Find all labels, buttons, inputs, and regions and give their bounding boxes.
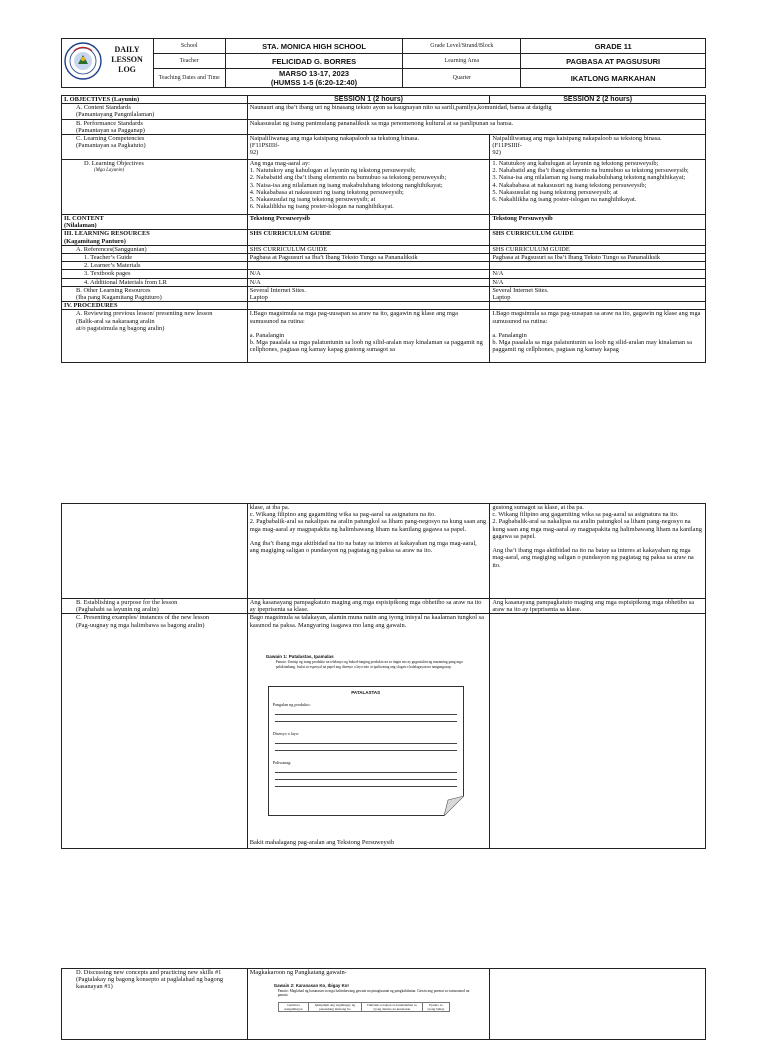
content-standards-label: A. Content Standards (Pamantayang Pangnilalaman) (62, 104, 248, 119)
area-label: Learning Area (403, 54, 521, 69)
review-s2: I.Bago magsimula sa mga pag-uusapan sa araw na ito, gagawin ng klase ang mga sumusunod na rutina: a. Panalangin b. Mga paaalala sa mga palatuntunin sa loob ng silid-aralan may kinalaman sa paggamit ng cellphones, pagtaas ng kamay kapag (490, 310, 706, 363)
procedures-heading: IV. PROCEDURES (62, 302, 248, 310)
examples-s2 (490, 614, 706, 849)
learning-objectives-title: D. Learning Objectives (84, 160, 144, 168)
competencies-label: C. Learning Competencies (Pamantayan sa Pagkatuto) (62, 135, 248, 160)
teacher-label: Teacher (153, 54, 225, 69)
dll-table-part1 (61, 95, 706, 363)
review-s1-cont: klase, at iba pa. c. Wikang filipino ang gagamiting wika sa pag-aaral sa asignatura na ito. 2. Pagbabalik-aral sa nakalipas na aralin patungkol sa liham pang-negosyo na kung saan ang mga mag-aaral ay magpapakita ng halimbawang liham na kanilang gagawa sa papel. Ang iba’t ibang mga aktibidad na ito na batay sa interes at kakayahan ng mga mag-aaral, ang magiging saligan o pundasyon ng pagtatag ng paksa sa araw na ito. (247, 504, 490, 599)
resources-heading: III. LEARNING RESOURCES (Kagamitang Panturo) (62, 230, 248, 245)
form-line (275, 744, 457, 751)
dates-line1: MARSO 13-17, 2023 (279, 69, 350, 78)
form-line (275, 715, 457, 722)
session1-heading: SESSION 1 (2 hours) (247, 96, 490, 104)
procedures-s1 (247, 302, 490, 310)
dll-table-part2 (61, 503, 706, 849)
form-field-product: Pangalan ng produkto: (272, 701, 311, 707)
gawain2-desc: Panuto: Maglahad ng karanasan sa mga halimbawang gawain na pinagtuunan ng pangkalahatan. Gawin ang pormat sa sumusunod na panuto. (277, 989, 470, 998)
deped-seal-icon (64, 42, 102, 80)
examples-s1 (247, 614, 490, 849)
resources-s1: SHS CURRICULUM GUIDE (247, 230, 490, 245)
form-line (275, 766, 457, 773)
examples-s1-end: Bakit mahalagang pag-aralan ang Tekstong Persuweysib (249, 839, 395, 847)
procedures-s2 (490, 302, 706, 310)
performance-standards-label: B. Performance Standards (Pamantayan sa Pagganap) (62, 119, 248, 134)
gawain1-image (266, 654, 476, 834)
grade-label: Grade Level/Strand/Block (403, 39, 521, 54)
header-table (61, 38, 706, 88)
learners-materials-s1 (247, 262, 490, 270)
title-line1: DAILY (114, 45, 140, 54)
teachers-guide-label: 1. Teacher’s Guide (62, 254, 248, 262)
competencies-s2: Naipaliliwanag ang mga kaisipang nakapaloob sa tekstong binasa. (F11PSIIIf- 92) (490, 135, 706, 160)
gawain2-table (278, 1002, 450, 1012)
quarter-label: Quarter (403, 69, 521, 88)
learning-objectives-label (62, 160, 248, 215)
gawain2-image (274, 983, 484, 1012)
school-label: School (153, 39, 225, 54)
references-s2: SHS CURRICULUM GUIDE (490, 245, 706, 253)
other-resources-s2: Several Internet Sites. Laptop (490, 286, 706, 301)
gawain2-col1: Gamit na nangahikayat (278, 1002, 309, 1011)
title-cell (62, 39, 154, 88)
learning-objectives-s1: Ang mga mag-aaral ay: 1. Natutukoy ang kahulugan at layunin ng tekstong persuweysib; 2. Nababatid ang iba’t ibang elemento na bumubuo sa tekstong persuweysib; 3. Naisa-isa ang nilalaman ng isang makabuluhang tekstong nanghihikayat; 4. Nakababasa at nakasusuri ng isang tekstong persuweysib; 5. Nakasusulat ng isang tekstong persuweysib; at 6. Nakalilikha ng isang poster-islogan na nanghihikayat. (247, 160, 490, 215)
teachers-guide-s1: Pagbasa at Pagsusuri sa Iba’t Ibang Teksto Tungo sa Pananaliksik (247, 254, 490, 262)
examples-s1-text: Bago magsimula sa talakayan, alamin muna natin ang iyong inisyal na kaalaman tungkol sa kasunod na paksa. Mangyaring isagawa mo lang ang gawain. (249, 614, 484, 629)
school-value: STA. MONICA HIGH SCHOOL (225, 39, 403, 54)
learners-materials-label: 2. Learner’s Materials (62, 262, 248, 270)
dates-value (225, 69, 403, 88)
title-line2: LESSON (111, 55, 143, 64)
content-standards-value: Naunauri ang iba’t ibang uri ng binasang teksto ayon sa kaugnayan nito sa sarili,pamilya,komunidad, bansa at daigdig (247, 104, 705, 119)
form-line (275, 773, 457, 780)
review-label-cont (62, 504, 248, 599)
form-field-explanation: Paliwanag: (272, 760, 292, 766)
additional-materials-label: 4. Additional Materials from LR (62, 278, 248, 286)
gawain1-title: Gawain 1: Patalastas, Ipamalas (265, 654, 334, 660)
teacher-value: FELICIDAD G. BORRES (225, 54, 403, 69)
content-s2: Tekstong Persuweysib (490, 215, 706, 230)
references-label: A. References(Sanggunian) (62, 245, 248, 253)
dates-label: Teaching Dates and Time (153, 69, 225, 88)
discussing-s2 (490, 969, 706, 1040)
competencies-s1: Naipaliliwanag ang mga kaisipang nakapaloob sa tekstong binasa. (F11PSIIIf- 92) (247, 135, 490, 160)
purpose-label: B. Establishing a purpose for the lesson (Paghahabi sa layunin ng aralin) (62, 599, 248, 614)
textbook-s2: N/A (490, 270, 706, 278)
area-value: PAGBASA AT PAGSUSURI (521, 54, 706, 69)
form-field-design: Disenyo o layo: (272, 730, 300, 736)
performance-standards-value: Nakasusulat ng isang panimulang pananaliksik sa mga penomenong kultural at sa panlipunan sa bansa. (247, 119, 705, 134)
teachers-guide-s2: Pagbasa at Pagsusuri sa Iba’t Ibang Teksto Tungo sa Pananaliksik (490, 254, 706, 262)
discussing-label: D. Discussing new concepts and practicing new skills #1 (Pagtalakay ng bagong konsepto at paglalahad ng bagong kasanayan #1) (62, 969, 248, 1040)
purpose-s2: Ang kasanayang pampagkatuto maging ang mga espisipikong mga obhetibo sa araw na ito ay ipeprisenta sa klase. (490, 599, 706, 614)
additional-materials-s2: N/A (490, 278, 706, 286)
dates-line2: (HUMSS 1-5 (6:20-12:40) (270, 78, 358, 87)
references-s1: SHS CURRICULUM GUIDE (247, 245, 490, 253)
gawain2-col3: Tumatak sa isipan at naramdaman sa iyong dantaw na karanasan (361, 1002, 423, 1011)
purpose-s1: Ang kasanayang pampagkatuto maging ang mga espisipikong mga obhetibo sa araw na ito ay ipeprisenta sa klase. (247, 599, 490, 614)
gawain2-col2: Ipinipilipit ang nagbibigay ng panandang tekstong ito (309, 1002, 361, 1011)
textbook-s1: N/A (247, 270, 490, 278)
grade-value: GRADE 11 (521, 39, 706, 54)
review-s1: I.Bago magsimula sa mga pag-uusapan sa araw na ito, gagawin ng klase ang mga sumusunod na rutina: a. Panalangin b. Mga paaalala sa mga palatuntunin sa loob ng silid-aralan may kinalaman sa paggamit ng cellphones, pagtaas ng kamay kapag gustong sumagot sa (247, 310, 490, 363)
form-line (275, 708, 457, 715)
review-label: A. Reviewing previous lesson/ presenting new lesson (Balik-aral sa nakaraang aralin at/o pagsisimula ng bagong aralin) (62, 310, 248, 363)
session2-heading: SESSION 2 (2 hours) (490, 96, 706, 104)
content-s1: Tekstong Persuweysib (247, 215, 490, 230)
patalastas-form (268, 686, 464, 816)
resources-s2: SHS CURRICULUM GUIDE (490, 230, 706, 245)
discussing-s1 (247, 969, 490, 1040)
patalastas-form-title: PATALASTAS (351, 690, 381, 696)
objectives-heading: I. OBJECTIVES (Layunin) (62, 96, 248, 104)
textbook-label: 3. Textbook pages (62, 270, 248, 278)
learners-materials-s2 (490, 262, 706, 270)
page-curl-icon (444, 796, 464, 816)
gawain2-title: Gawain 2: Karanasan Ko, Ibigay Ko! (273, 983, 349, 988)
title-line3: LOG (118, 65, 136, 74)
other-resources-label: B. Other Learning Resources (Iba pang Kagamitang Pagtuturo) (62, 286, 248, 301)
learning-objectives-s2: 1. Natutukoy ang kahulugan at layunin ng tekstong persuweysib; 2. Nababatid ang iba’t ibang elemento na bumubuo sa tekstong persuweysib; 3. Naisa-isa ang nilalaman ng isang makabuluhang tekstong nanghihikayat; 4. Nakababasa at nakasusuri ng isang tekstong persuweysib; 5. Nakasusulat ng isang tekstong persuweysib; at 6. Nakalilikha ng isang poster-islogan na nanghihikayat. (490, 160, 706, 215)
form-line (275, 780, 457, 787)
other-resources-s1: Several Internet Sites. Laptop (247, 286, 490, 301)
review-s2-cont: gustong sumagot sa klase, at iba pa. c. Wikang filipino ang gagamiting wika sa pag-aaral sa asignatura na ito. 2. Pagbabalik-aral sa nakalipas na aralin patungkol sa liham pang-negosyo na kung saan ang mga mag-aaral ay magpapakita ng halimbawang liham na kanilang gagawa sa papel. Ang iba’t ibang mga aktibidad na ito na batay sa interes at kakayahan ng mga mag-aaral, ang magiging saligan o pundasyon ng pagtatag ng paksa sa araw na ito. (490, 504, 706, 599)
learning-objectives-sub: (Mga Layunin) (94, 168, 125, 174)
gawain1-desc: Panuto: Umisip ng isang produkto na ielelanyo ng bukod-tanging produkto na sa tingin mo ay gugustuhin ng maraming pang mga pakikinabang. Isulat sa espesyal na papel ang disenyo o layo nito at ipaliwanag ang slogan o kalalagayan na nangungusap. (275, 660, 463, 669)
form-line (275, 737, 457, 744)
dll-table-part3 (61, 968, 706, 1040)
examples-label: C. Presenting examples/ instances of the new lesson (Pag-uugnay ng mga halimbawa sa bagong aralin) (62, 614, 248, 849)
gawain2-col4: Epekto sa iyong buhay (423, 1002, 450, 1011)
content-heading: II. CONTENT (Nilalaman) (62, 215, 248, 230)
quarter-value: IKATLONG MARKAHAN (521, 69, 706, 88)
additional-materials-s1: N/A (247, 278, 490, 286)
discussing-s1-text: Magkakaroon ng Pangkatang gawain- (249, 969, 347, 976)
